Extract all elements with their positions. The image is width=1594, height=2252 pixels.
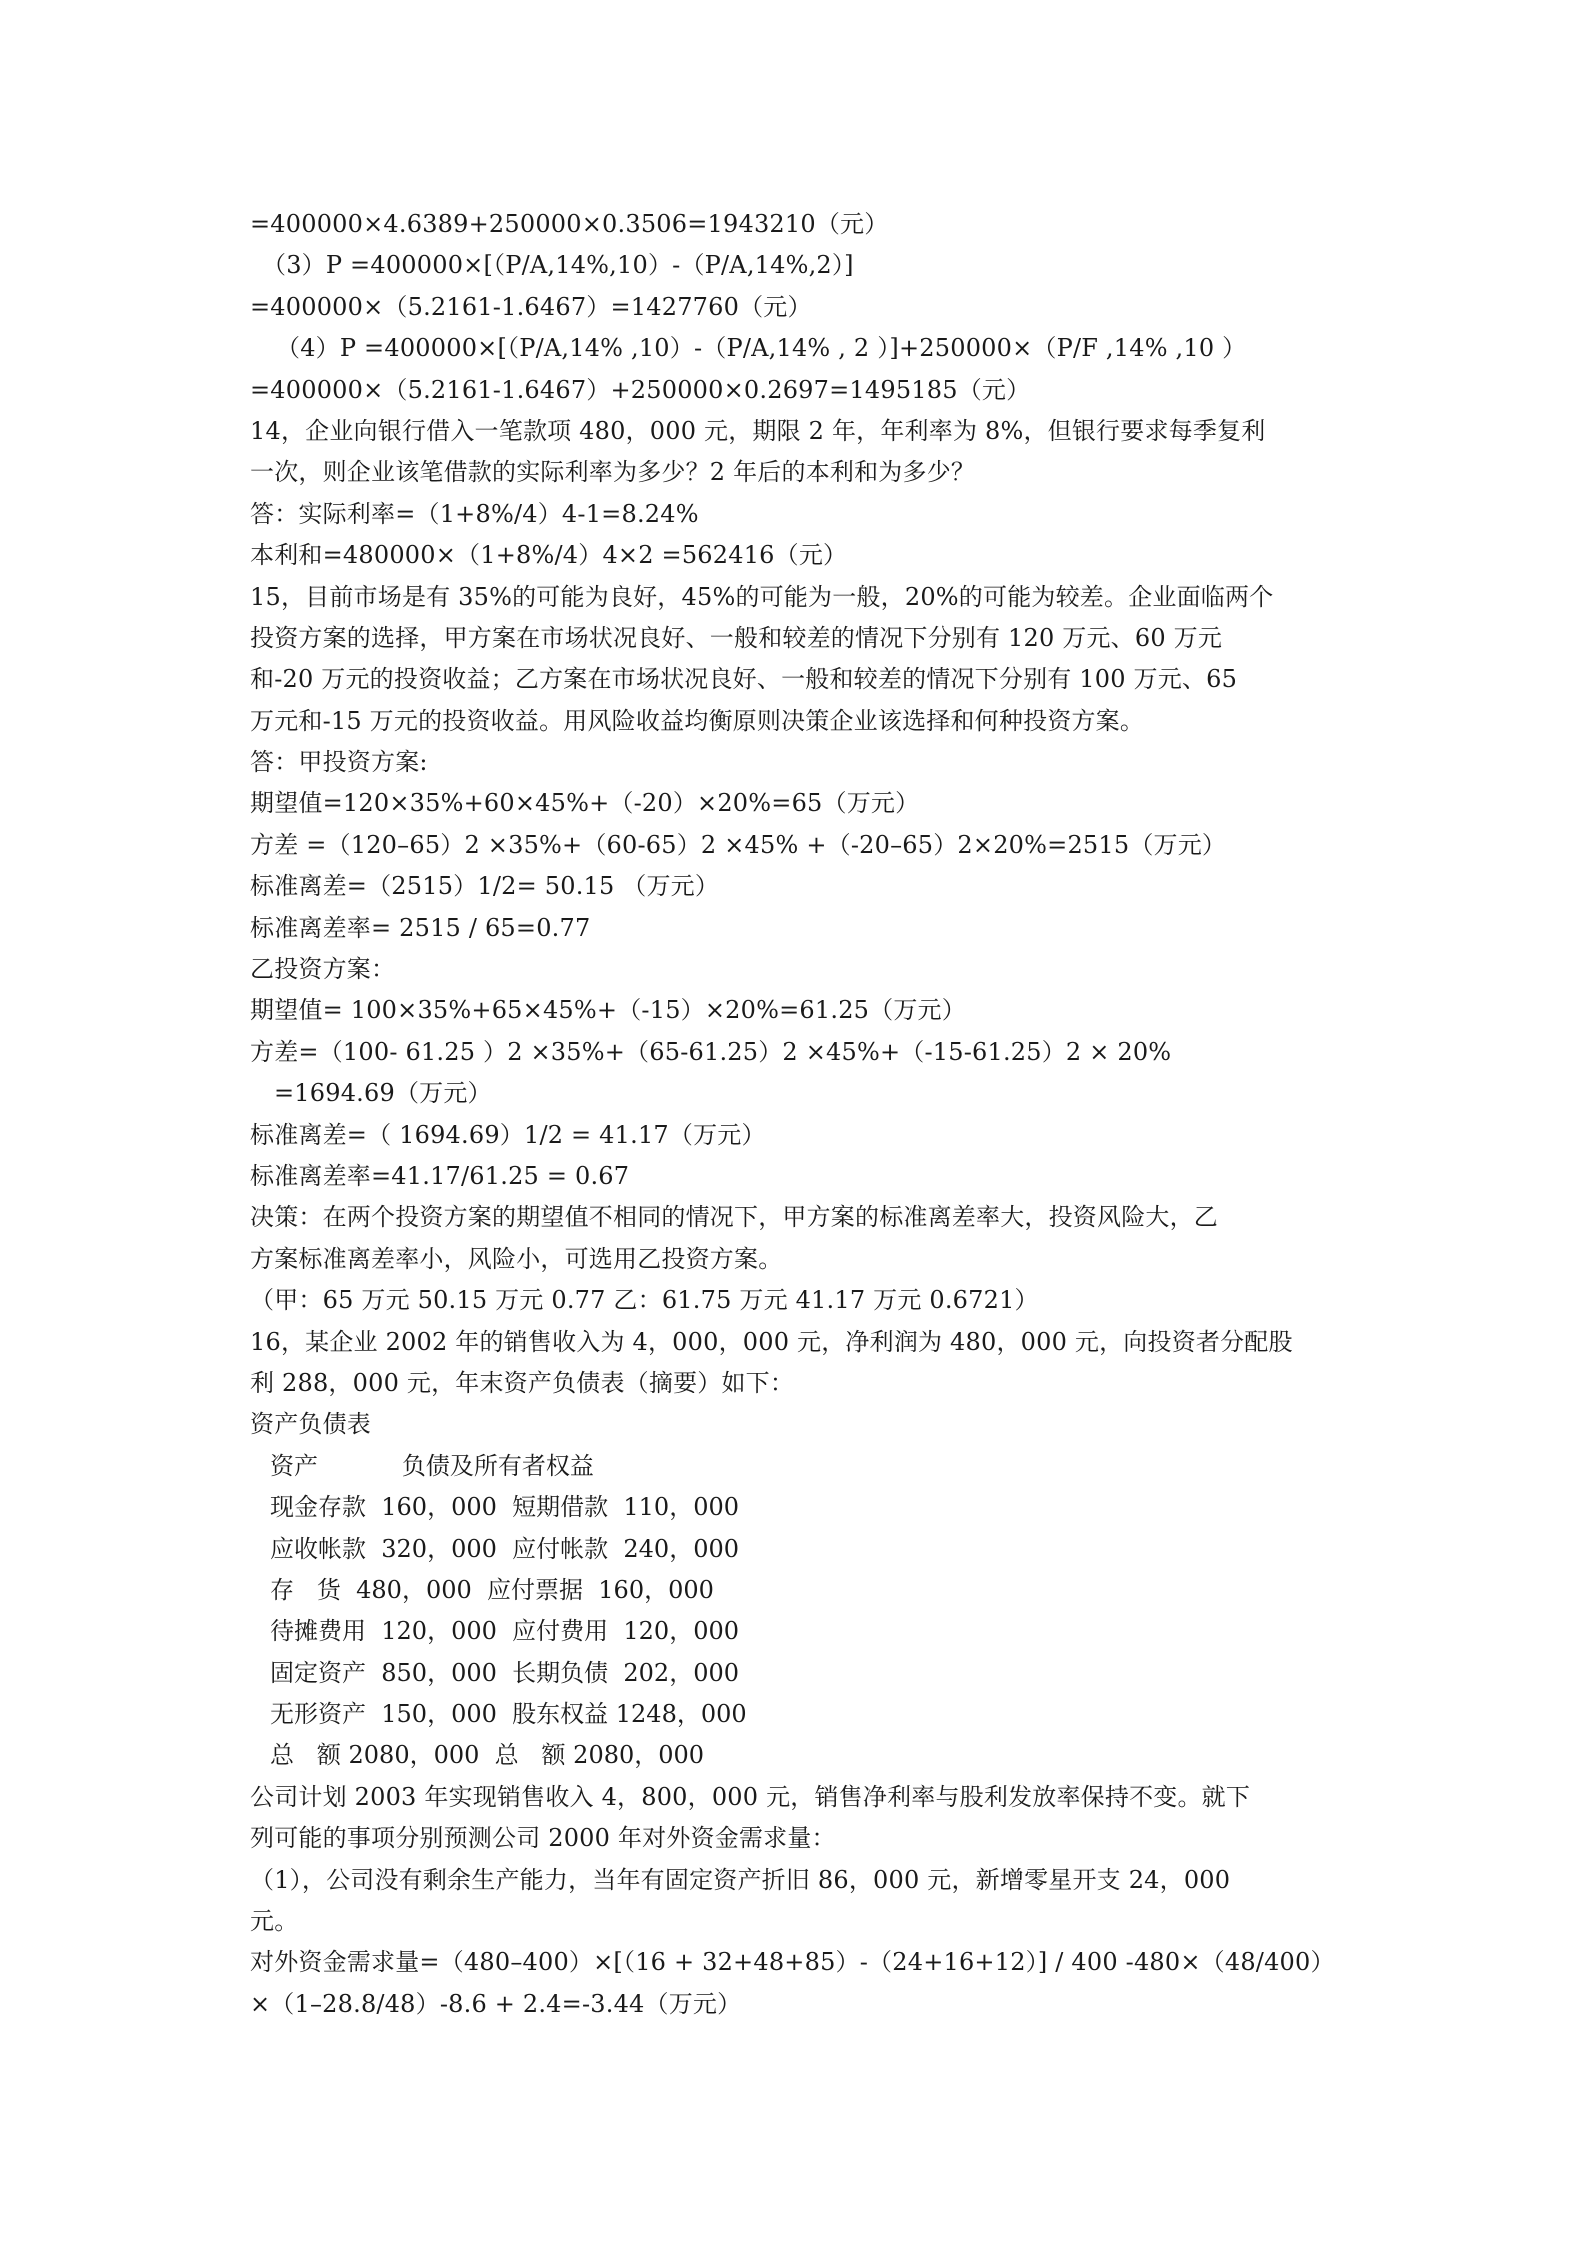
balance-sheet-row-text: 存 货 480，000 应付票据 160，000 xyxy=(270,1575,714,1604)
text-line: （3）P =400000×[（P/A,14%,10）-（P/A,14%,2）] xyxy=(262,251,854,280)
balance-sheet-row-text: 总 额 2080，000 总 额 2080，000 xyxy=(270,1741,705,1770)
text-line: =1694.69（万元） xyxy=(274,1079,492,1108)
text-line: ×（1–28.8/48）-8.6 + 2.4=-3.44（万元） xyxy=(250,1989,742,2018)
text-line: 一次，则企业该笔借款的实际利率为多少？2 年后的本利和为多少？ xyxy=(250,458,976,487)
answer-line: 答：甲投资方案: xyxy=(250,748,428,777)
text-line: 万元和-15 万元的投资收益。用风险收益均衡原则决策企业该选择和何种投资方案。 xyxy=(250,706,1145,735)
text-line: 元。 xyxy=(250,1907,299,1936)
balance-sheet-row-text: 待摊费用 120，000 应付费用 120，000 xyxy=(270,1617,740,1646)
text-line: 方差 =（120–65）2 ×35%+（60-65）2 ×45% +（-20–65）2×20%=2515（万元） xyxy=(250,830,1227,859)
text-line: （4）P =400000×[（P/A,14% ,10）-（P/A,14% , 2 ）]+250000×（P/F ,14% ,10 ） xyxy=(276,334,1247,363)
text-line: 列可能的事项分别预测公司 2000 年对外资金需求量： xyxy=(250,1824,836,1853)
balance-sheet-row-text: 无形资产 150，000 股东权益 1248，000 xyxy=(270,1700,747,1729)
text-line: 期望值=120×35%+60×45%+（-20）×20%=65（万元） xyxy=(250,789,920,818)
summary-line: （甲：65 万元 50.15 万元 0.77 乙：61.75 万元 41.17 万元 0.6721） xyxy=(250,1286,1039,1315)
text-line: 和-20 万元的投资收益；乙方案在市场状况良好、一般和较差的情况下分别有 100 万元、65 xyxy=(250,665,1238,694)
balance-sheet-row-text: 固定资产 850，000 长期负债 202，000 xyxy=(270,1658,740,1687)
balance-sheet-title: 资产负债表 xyxy=(250,1410,371,1439)
text-line: 方差=（100- 61.25 ）2 ×35%+（65-61.25）2 ×45%+（-15-61.25）2 × 20% xyxy=(250,1037,1172,1066)
text-line: 对外资金需求量=（480–400）×[（16 + 32+48+85）-（24+16+12）] / 400 -480×（48/400） xyxy=(250,1948,1335,1977)
text-line: 本利和=480000×（1+8%/4）4×2 =562416（元） xyxy=(250,541,848,570)
balance-sheet-row xyxy=(250,1694,1360,1735)
text-line: 公司计划 2003 年实现销售收入 4，800，000 元，销售净利率与股利发放率保持不变。就下 xyxy=(250,1782,1251,1811)
text-line: 乙投资方案： xyxy=(250,955,396,984)
text-line: =400000×（5.2161-1.6467）+250000×0.2697=1495185（元） xyxy=(250,375,1031,404)
text-line: 期望值= 100×35%+65×45%+（-15）×20%=61.25（万元） xyxy=(250,996,966,1025)
balance-sheet-total-row xyxy=(250,1735,1360,1776)
text-line: 标准离差率= 2515 / 65=0.77 xyxy=(250,913,591,942)
balance-sheet-row-text: 应收帐款 320，000 应付帐款 240，000 xyxy=(270,1534,740,1563)
decision-line: 决策：在两个投资方案的期望值不相同的情况下，甲方案的标准离差率大，投资风险大，乙 xyxy=(250,1203,1218,1232)
text-line: 投资方案的选择，甲方案在市场状况良好、一般和较差的情况下分别有 120 万元、60 万元 xyxy=(250,623,1223,652)
balance-sheet-row xyxy=(250,1529,1360,1570)
question-14: 14，企业向银行借入一笔款项 480，000 元，期限 2 年，年利率为 8%，但银行要求每季复利 xyxy=(250,416,1266,445)
text-line: 利 288，000 元，年末资产负债表（摘要）如下： xyxy=(250,1368,795,1397)
text-line: 标准离差=（ 1694.69）1/2 = 41.17（万元） xyxy=(250,1120,766,1149)
text-line: 标准离差率=41.17/61.25 = 0.67 xyxy=(250,1161,630,1190)
balance-sheet-row xyxy=(250,1487,1360,1528)
balance-sheet-header-text: 资产 负债及所有者权益 xyxy=(270,1451,594,1480)
text-line: =400000×（5.2161-1.6467）=1427760（元） xyxy=(250,292,812,321)
balance-sheet-row-text: 现金存款 160，000 短期借款 110，000 xyxy=(270,1493,740,1522)
balance-sheet xyxy=(250,1446,1360,1777)
balance-sheet-header xyxy=(250,1446,1360,1487)
text-line: 标准离差=（2515）1/2= 50.15 （万元） xyxy=(250,872,720,901)
question-16: 16，某企业 2002 年的销售收入为 4，000，000 元，净利润为 480，000 元，向投资者分配股 xyxy=(250,1327,1293,1356)
answer-line: 答：实际利率=（1+8%/4）4-1=8.24% xyxy=(250,499,699,528)
balance-sheet-row xyxy=(250,1611,1360,1652)
text-line: =400000×4.6389+250000×0.3506=1943210（元） xyxy=(250,210,889,238)
text-line: 方案标准离差率小，风险小，可选用乙投资方案。 xyxy=(250,1244,783,1273)
question-15: 15，目前市场是有 35%的可能为良好，45%的可能为一般，20%的可能为较差。企业面临两个 xyxy=(250,582,1274,611)
balance-sheet-row xyxy=(250,1653,1360,1694)
document-body xyxy=(250,204,1360,2025)
balance-sheet-row xyxy=(250,1570,1360,1611)
text-line: （1），公司没有剩余生产能力，当年有固定资产折旧 86，000 元，新增零星开支 24，000 xyxy=(250,1865,1231,1894)
